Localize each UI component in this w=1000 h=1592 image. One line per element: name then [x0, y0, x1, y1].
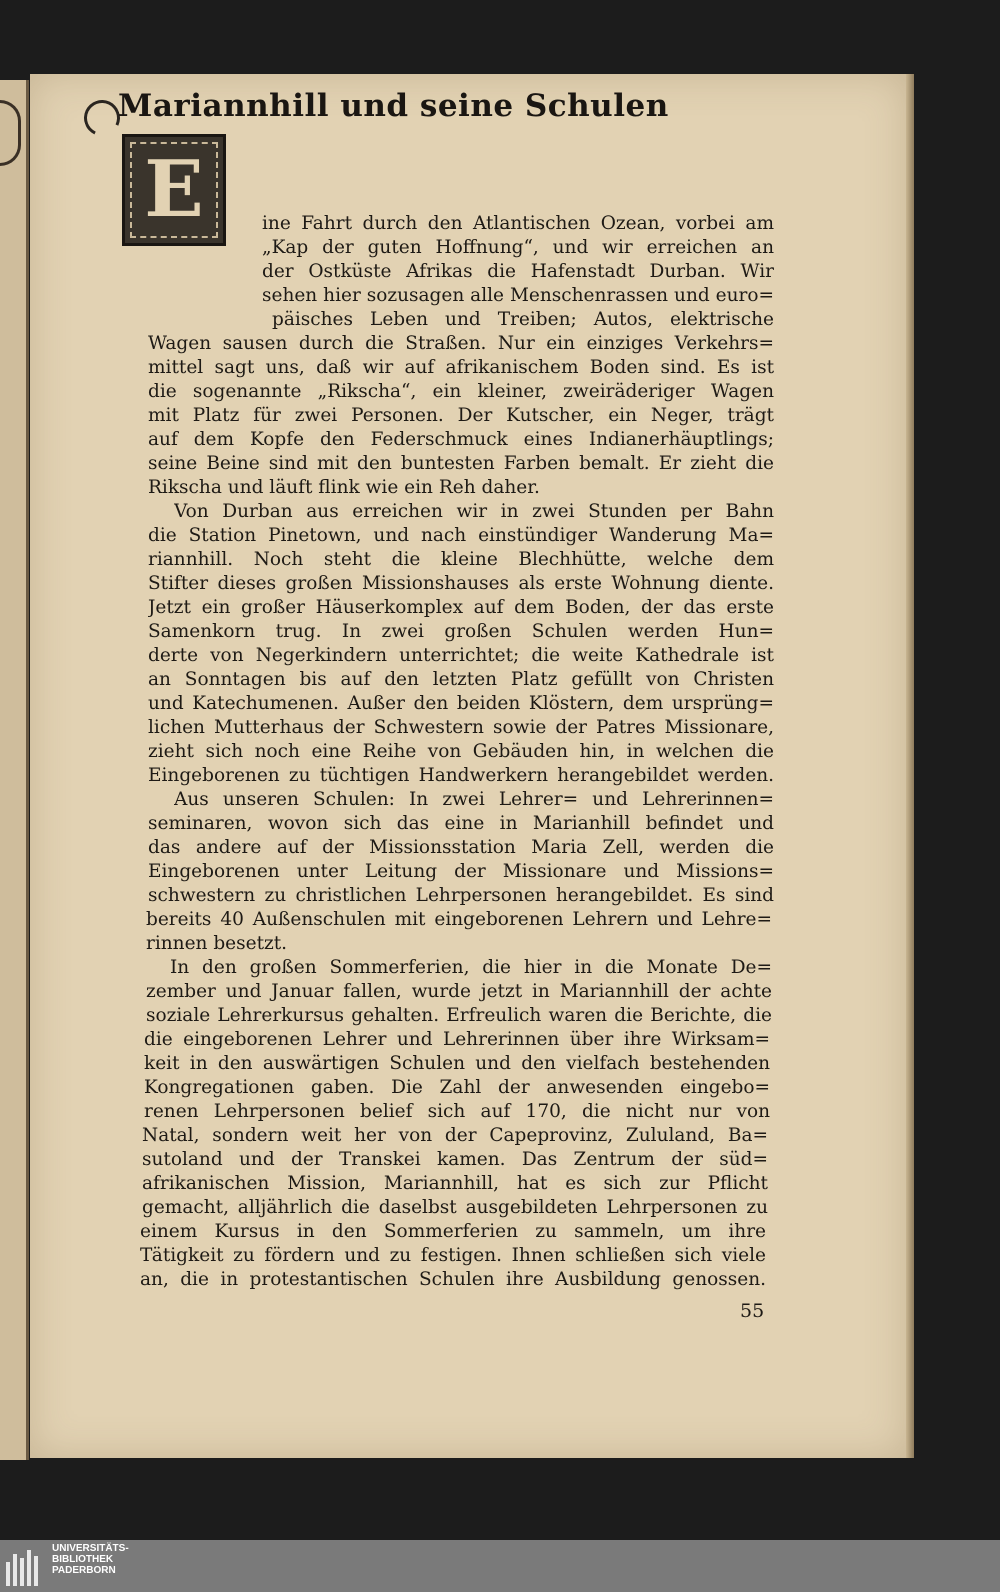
- text-line: keit in den auswärtigen Schulen und den vielfach bestehenden: [144, 1053, 770, 1074]
- text-line: ine Fahrt durch den Atlantischen Ozean, vorbei am: [262, 213, 774, 234]
- text-line: sutoland und der Transkei kamen. Das Zentrum der süd=: [142, 1149, 768, 1170]
- text-line: derte von Negerkindern unterrichtet; die weite Kathedrale ist: [148, 645, 774, 666]
- drop-cap-initial: [122, 134, 226, 246]
- page-title: Mariannhill und seine Schulen: [118, 88, 669, 124]
- text-line: Tätigkeit zu fördern und zu festigen. Ihnen schließen sich viele: [140, 1245, 766, 1266]
- text-line: schwestern zu christlichen Lehrpersonen herangebildet. Es sind: [148, 885, 774, 906]
- text-line: das andere auf der Missionsstation Maria Zell, werden die: [148, 837, 774, 858]
- logo-line: UNIVERSITÄTS-: [52, 1543, 129, 1554]
- text-line: rinnen besetzt.: [146, 933, 288, 954]
- text-line: an, die in protestantischen Schulen ihre Ausbildung genossen.: [140, 1269, 766, 1290]
- text-line: renen Lehrpersonen belief sich auf 170, die nicht nur von: [144, 1101, 770, 1122]
- text-line: riannhill. Noch steht die kleine Blechhütte, welche dem: [148, 549, 774, 570]
- text-line: die eingeborenen Lehrer und Lehrerinnen über ihre Wirksam=: [144, 1029, 770, 1050]
- text-line: zember und Januar fallen, wurde jetzt in Mariannhill der achte: [146, 981, 772, 1002]
- text-line: auf dem Kopfe den Federschmuck eines Indianerhäuptlings;: [148, 429, 774, 450]
- text-line: bereits 40 Außenschulen mit eingeborenen Lehrern und Lehre=: [146, 909, 772, 930]
- text-line: mit Platz für zwei Personen. Der Kutscher, ein Neger, trägt: [148, 405, 774, 426]
- text-line: afrikanischen Mission, Mariannhill, hat es sich zur Pflicht: [142, 1173, 768, 1194]
- text-line: Natal, sondern weit her von der Capeprovinz, Zululand, Ba=: [142, 1125, 768, 1146]
- text-line: Samenkorn trug. In zwei großen Schulen werden Hun=: [148, 621, 774, 642]
- page-edge: [906, 74, 914, 1458]
- text-line: Eingeborenen zu tüchtigen Handwerkern herangebildet werden.: [148, 765, 774, 786]
- text-line: päisches Leben und Treiben; Autos, elektrische: [272, 309, 774, 330]
- adjacent-page-edge: [0, 80, 29, 1460]
- text-line: die sogenannte „Rikscha“, ein kleiner, zweiräderiger Wagen: [148, 381, 774, 402]
- text-line: gemacht, alljährlich die daselbst ausgebildeten Lehrpersonen zu: [142, 1197, 768, 1218]
- text-line: Wagen sausen durch die Straßen. Nur ein einziges Verkehrs=: [148, 333, 774, 354]
- text-line: seine Beine sind mit den buntesten Farben bemalt. Er zieht die: [148, 453, 774, 474]
- text-line: der Ostküste Afrikas die Hafenstadt Durban. Wir: [262, 261, 774, 282]
- text-line: lichen Mutterhaus der Schwestern sowie der Patres Missionare,: [148, 717, 774, 738]
- text-line: Stifter dieses großen Missionshauses als erste Wohnung diente.: [148, 573, 774, 594]
- logo-line: BIBLIOTHEK: [52, 1554, 114, 1565]
- drop-cap-letter: E: [130, 142, 218, 238]
- page-number: 55: [740, 1300, 765, 1322]
- library-logo-icon: [6, 1546, 46, 1586]
- text-line: die Station Pinetown, und nach einstündiger Wanderung Ma=: [148, 525, 774, 546]
- text-line: seminaren, wovon sich das eine in Marianhill befindet und: [148, 813, 774, 834]
- text-line: Rikscha und läuft flink wie ein Reh daher.: [148, 477, 540, 498]
- text-line: In den großen Sommerferien, die hier in die Monate De=: [170, 957, 772, 978]
- text-line: an Sonntagen bis auf den letzten Platz gefüllt von Christen: [148, 669, 774, 690]
- text-line: Jetzt ein großer Häuserkomplex auf dem Boden, der das erste: [148, 597, 774, 618]
- text-line: mittel sagt uns, daß wir auf afrikanischem Boden sind. Es ist: [148, 357, 774, 378]
- text-line: und Katechumenen. Außer den beiden Klöstern, dem ursprüng=: [148, 693, 774, 714]
- text-line: soziale Lehrerkursus gehalten. Erfreulich waren die Berichte, die: [146, 1005, 772, 1026]
- text-line: sehen hier sozusagen alle Menschenrassen und euro=: [262, 285, 774, 306]
- section-heading-line: Aus unseren Schulen: In zwei Lehrer= und Lehrerinnen=: [174, 789, 774, 810]
- text-line: einem Kursus in den Sommerferien zu sammeln, um ihre: [140, 1221, 766, 1242]
- text-line: zieht sich noch eine Reihe von Gebäuden hin, in welchen die: [148, 741, 774, 762]
- text-line: Von Durban aus erreichen wir in zwei Stunden per Bahn: [174, 501, 774, 522]
- text-line: Kongregationen gaben. Die Zahl der anwesenden eingebo=: [144, 1077, 770, 1098]
- logo-line: PADERBORN: [52, 1565, 116, 1576]
- text-line: „Kap der guten Hoffnung“, und wir erreichen an: [262, 237, 774, 258]
- library-logo-text: [52, 1543, 172, 1576]
- text-line: Eingeborenen unter Leitung der Missionare und Missions=: [148, 861, 774, 882]
